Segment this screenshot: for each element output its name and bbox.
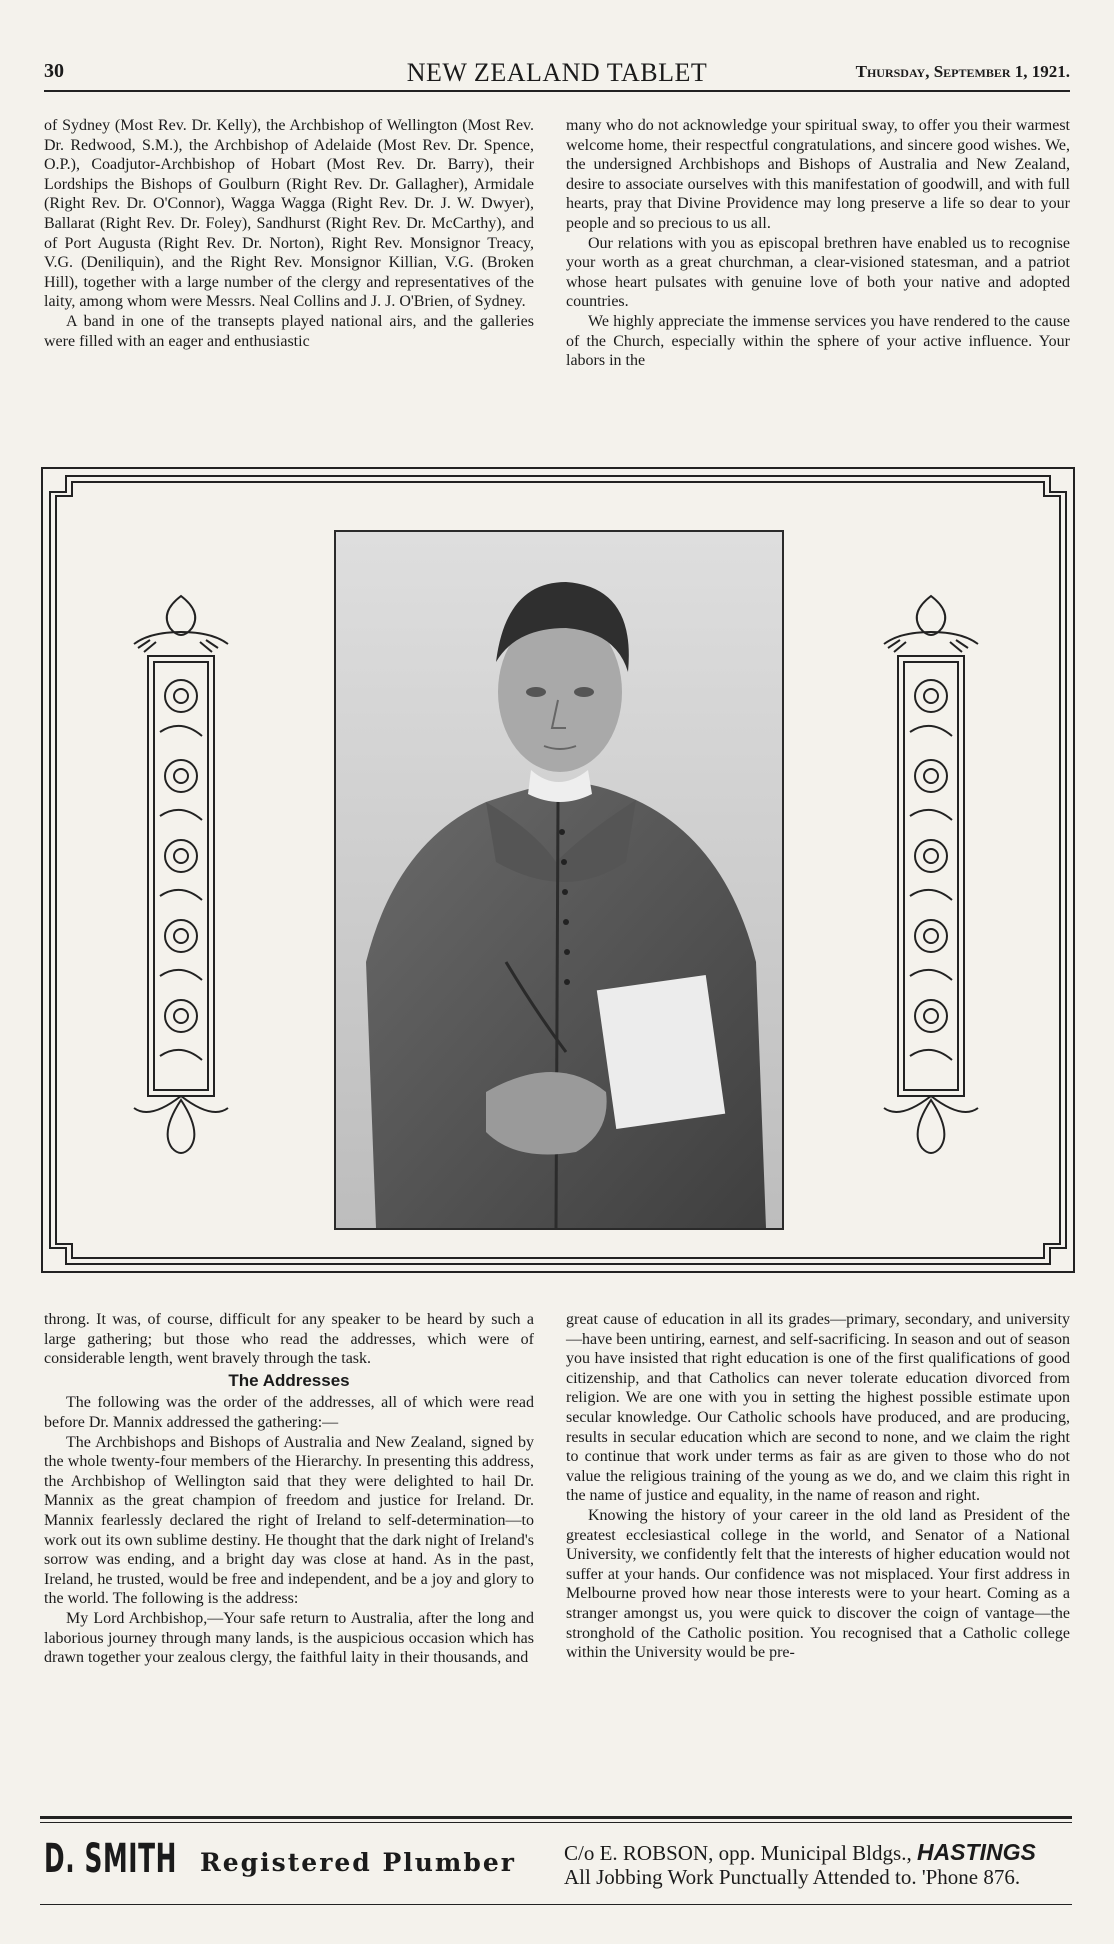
section-subheading: The Addresses xyxy=(228,1370,350,1390)
article-paragraph: A band in one of the transepts played national airs, and the galleries were filled with an eager and enthusiastic xyxy=(44,312,534,350)
left-scroll-ornament xyxy=(130,592,232,1160)
article-column-top-left xyxy=(44,116,534,351)
advert-town: HASTINGS xyxy=(916,1839,1036,1865)
advert-line-2: All Jobbing Work Punctually Attended to. 'Phone 876. xyxy=(564,1865,1021,1889)
article-paragraph: Our relations with you as episcopal brethren have enabled us to recognise your worth as a great churchman, a clear-visioned statesman, and a patriot whose heart pulsates with genuine love of both your native and adopted countries. xyxy=(566,234,1070,311)
issue-date: Thursday, September 1, 1921. xyxy=(855,62,1070,81)
archbishop-portrait-image xyxy=(336,532,782,1228)
footer-rule-top xyxy=(40,1816,1072,1819)
footer-rule-bottom xyxy=(40,1904,1072,1905)
article-paragraph: of Sydney (Most Rev. Dr. Kelly), the Archbishop of Wellington (Most Rev. Dr. Redwood, S.M.), the Archbishop of Adelaide (Most Rev. Dr. Spence, O.P.), Coadjutor-Archbishop of Hobart (Most Rev. Dr. Barry), their Lordships the Bishops of Goulburn (Right Rev. Dr. Gallagher), Armidale (Right Rev. Dr. O'Connor), Wagga Wagga (Right Rev. Dr. J. W. Dwyer), Ballarat (Right Rev. Dr. Foley), Sandhurst (Right Rev. Dr. McCarthy), and of Port Augusta (Right Rev. Dr. Norton), Right Rev. Monsignor Treacy, V.G. (Deniliquin), and the Right Rev. Monsignor Killian, V.G. (Broken Hill), together with a large number of the clergy and representatives of the laity, among whom were Messrs. Neal Collins and J. J. O'Brien, of Sydney. xyxy=(44,117,534,311)
page-number: 30 xyxy=(44,60,64,82)
advert-trade: Registered Plumber xyxy=(200,1848,516,1877)
advert-address: C/o E. ROBSON, opp. Municipal Bldgs., xyxy=(564,1841,917,1865)
article-column-top-right xyxy=(566,116,1070,371)
footer-rule-thin xyxy=(40,1822,1072,1823)
article-paragraph: My Lord Archbishop,—Your safe return to Australia, after the long and laborious journey through many lands, is the auspicious occasion which has drawn together your zealous clergy, the faithful laity in their thousands, and xyxy=(44,1609,534,1667)
advert-address-block xyxy=(564,1840,1036,1889)
advert-business-name: D. SMITH xyxy=(44,1836,178,1882)
article-paragraph: We highly appreciate the immense services you have rendered to the cause of the Church, especially within the sphere of your active influence. Your labors in the xyxy=(566,312,1070,370)
page-header xyxy=(44,56,1070,92)
article-paragraph: The following was the order of the addresses, all of which were read before Dr. Mannix addressed the gathering:— xyxy=(44,1394,534,1431)
article-paragraph: throng. It was, of course, difficult for any speaker to be heard by such a large gathering; but those who read the addresses, which were of considerable length, went bravely through the task. xyxy=(44,1311,534,1368)
masthead-title: NEW ZEALAND TABLET xyxy=(406,58,708,87)
article-paragraph: great cause of education in all its grades—primary, secondary, and university—have been untiring, earnest, and self-sacrificing. In season and out of season you have insisted that right education is one of the first qualifications of good citizenship, and that Catholics can never tolerate education divorced from religion. We are one with you in setting the highest possible estimate upon secular knowledge. Our Catholic schools have produced, and are producing, results in secular education which are second to none, and we claim the right to continue that work under terms as fair as are given to those who do not value the religious training of the young as we do, and we claim this right in the name of justice and equality, in the name of reason and right. xyxy=(566,1311,1070,1505)
article-paragraph: The Archbishops and Bishops of Australia and New Zealand, signed by the whole twenty-four members of the Hierarchy. In presenting this address, the Archbishop of Wellington said that they were delighted to hail Dr. Mannix as the great champion of freedom and justice for Ireland. Dr. Mannix fearlessly declared the right of Ireland to self-determination—to work out its own sublime destiny. He thought that the dark night of Ireland's sorrow was ending, and a bright day was close at hand. As in the past, Ireland, he trusted, would be free and independent, and be a joy and glory to the world. The following is the address: xyxy=(44,1433,534,1608)
article-column-bottom-left xyxy=(44,1310,534,1668)
portrait-photograph xyxy=(334,530,784,1230)
article-paragraph: many who do not acknowledge your spiritual sway, to offer you their warmest welcome home, their respectful congratulations, and sincere good wishes. We, the undersigned Archbishops and Bishops of Australia and New Zealand, desire to associate ourselves with this manifestation of goodwill, and with full hearts, pray that Divine Providence may long preserve a life so dear to your people and so precious to us all. xyxy=(566,117,1070,232)
article-column-bottom-right xyxy=(566,1310,1070,1663)
right-scroll-ornament xyxy=(880,592,982,1160)
article-paragraph: Knowing the history of your career in the old land as President of the greatest ecclesiastical college in the world, and Senator of a National University, we confidently felt that the interests of higher education would not suffer at your hands. Our confidence was not misplaced. Your first address in Melbourne proved how near those interests were to your heart. Coming as a stranger amongst us, you were quick to discover the coign of vantage—the stronghold of the Catholic position. You recognised that a Catholic college within the University would be pre- xyxy=(566,1506,1070,1662)
